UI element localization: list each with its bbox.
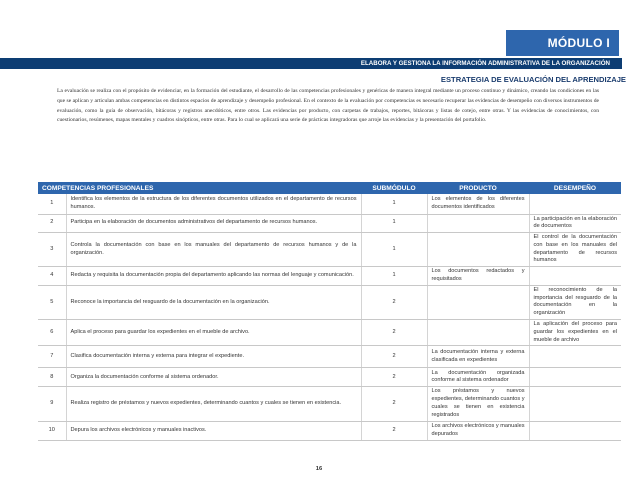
table-header-row: [38, 182, 621, 194]
table-row: [38, 346, 621, 368]
page-number: 16: [315, 466, 323, 472]
row-competencia: Clasifica documentación interna y externa para integrar el expediente.: [66, 346, 361, 368]
header-submodulo: SUBMÓDULO: [361, 182, 427, 194]
row-desempeno: [529, 421, 621, 440]
row-number: 4: [38, 267, 66, 286]
row-number: 3: [38, 233, 66, 267]
module-badge: MÓDULO I: [506, 30, 619, 56]
header-desempeno: DESEMPEÑO: [529, 182, 621, 194]
row-number: 8: [38, 368, 66, 387]
row-competencia: Realiza registro de préstamos y nuevos expedientes, determinando cuantos y cuales se tienen en existencia.: [66, 387, 361, 421]
row-desempeno: La participación en la elaboración de documentos: [529, 214, 621, 233]
row-producto: [427, 214, 529, 233]
row-desempeno: El control de la documentación con base en los manuales del departamento de recursos humanos: [529, 233, 621, 267]
header-bar: ELABORA Y GESTIONA LA INFORMACIÓN ADMINISTRATIVA DE LA ORGANIZACIÓN: [0, 58, 622, 69]
row-submodulo: 1: [361, 233, 427, 267]
row-desempeno: La aplicación del proceso para guardar los expedientes en el mueble de archivo: [529, 320, 621, 346]
row-submodulo: 2: [361, 421, 427, 440]
row-competencia: Reconoce la importancia del resguardo de la documentación en la organización.: [66, 285, 361, 319]
table-row: [38, 320, 621, 346]
table-row: [38, 194, 621, 214]
table-row: [38, 421, 621, 440]
row-desempeno: [529, 387, 621, 421]
row-number: 1: [38, 194, 66, 214]
row-desempeno: [529, 194, 621, 214]
row-submodulo: 2: [361, 368, 427, 387]
row-submodulo: 2: [361, 387, 427, 421]
row-producto: La documentación interna y externa clasificada en expedientes: [427, 346, 529, 368]
row-competencia: Controla la documentación con base en los manuales del departamento de recursos humanos y de la organización.: [66, 233, 361, 267]
row-submodulo: 1: [361, 267, 427, 286]
header-producto: PRODUCTO: [427, 182, 529, 194]
row-producto: La documentación organizada conforme al sistema ordenador: [427, 368, 529, 387]
row-producto: Los documentos redactados y requisitados: [427, 267, 529, 286]
table-row: [38, 285, 621, 319]
competencias-table: [38, 182, 621, 441]
row-producto: Los archivos electrónicos y manuales depurados: [427, 421, 529, 440]
row-submodulo: 2: [361, 320, 427, 346]
table-row: [38, 233, 621, 267]
table-row: [38, 214, 621, 233]
row-number: 2: [38, 214, 66, 233]
row-submodulo: 2: [361, 346, 427, 368]
section-subtitle: ESTRATEGIA DE EVALUACIÓN DEL APRENDIZAJE: [440, 75, 626, 84]
row-competencia: Identifica los elementos de la estructura de los diferentes documentos utilizados en el departamento de recursos humanos.: [66, 194, 361, 214]
row-submodulo: 1: [361, 214, 427, 233]
row-producto: Los elementos de los diferentes documentos identificados: [427, 194, 529, 214]
row-desempeno: [529, 346, 621, 368]
row-producto: [427, 233, 529, 267]
row-number: 9: [38, 387, 66, 421]
row-producto: [427, 320, 529, 346]
row-desempeno: [529, 267, 621, 286]
row-producto: [427, 285, 529, 319]
table-row: [38, 387, 621, 421]
row-number: 6: [38, 320, 66, 346]
row-competencia: Redacta y requisita la documentación propia del departamento aplicando las normas del lenguaje y comunicación.: [66, 267, 361, 286]
table-row: [38, 368, 621, 387]
row-submodulo: 1: [361, 194, 427, 214]
row-competencia: Depura los archivos electrónicos y manuales inactivos.: [66, 421, 361, 440]
row-submodulo: 2: [361, 285, 427, 319]
row-producto: Los préstamos y nuevos expedientes, determinando cuantos y cuales se tienen en existencia registrados: [427, 387, 529, 421]
row-competencia: Aplica el proceso para guardar los expedientes en el mueble de archivo.: [66, 320, 361, 346]
intro-paragraph: La evaluación se realiza con el propósito de evidenciar, en la formación del estudiante, el desarrollo de las competencias profesionales y genéricas de manera integral mediante un proceso continuo y dinámico, creando las condiciones en las que se aplican y articulan ambas competencias en distintos espacios de aprendizaje y desempeño profesional. En el contexto de la evaluación por competencias es necesario recuperar las evidencias de desempeño con diversos instrumentos de evaluación, como la guía de observación, bitácoras y registros anecdóticos, entre otros. Las evidencias por producto, con carpetas de trabajos, reportes, bitácoras y listas de cotejo, entre otras. Y las evidencias de conocimientos, con cuestionarios, resúmenes, mapas mentales y cuadros sinópticos, entre otras. Para lo cual se aplicará una serie de prácticas integradoras que arroje las evidencias y la presentación del portafolio.: [57, 88, 599, 124]
header-competencias: COMPETENCIAS PROFESIONALES: [38, 182, 361, 194]
row-number: 5: [38, 285, 66, 319]
row-number: 10: [38, 421, 66, 440]
table-row: [38, 267, 621, 286]
row-number: 7: [38, 346, 66, 368]
row-competencia: Organiza la documentación conforme al sistema ordenador.: [66, 368, 361, 387]
row-desempeno: El reconocimiento de la importancia del resguardo de la documentación en la organización: [529, 285, 621, 319]
row-competencia: Participa en la elaboración de documentos administrativos del departamento de recursos humanos.: [66, 214, 361, 233]
row-desempeno: [529, 368, 621, 387]
